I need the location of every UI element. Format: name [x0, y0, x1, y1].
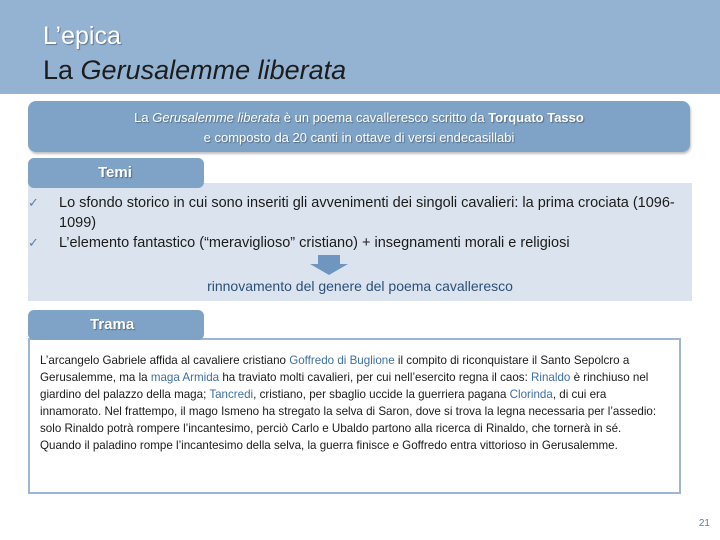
- trama-text-part: Quando il paladino rompe l’incantesimo della selva, la guerra finisce e Goffredo entra vittorioso in Gerusalemme.: [40, 439, 618, 453]
- intro-middle: è un poema cavalleresco scritto da: [280, 110, 489, 125]
- character-clorinda: Clorinda: [509, 388, 553, 402]
- trama-text-part: ha traviato molti cavalieri, per cui nell’esercito regna il caos:: [219, 371, 532, 385]
- intro-box: [28, 101, 690, 152]
- temi-conclusion: rinnovamento del genere del poema cavalleresco: [207, 278, 513, 294]
- slide-header: [0, 0, 720, 94]
- trama-text: [40, 352, 665, 455]
- check-icon: ✓: [28, 235, 39, 250]
- temi-bullet-text: Lo sfondo storico in cui sono inseriti gli avvenimenti dei singoli cavalieri: la prima crociata (1096-1099): [59, 195, 675, 231]
- title-italic: Gerusalemme liberata: [80, 55, 347, 85]
- character-tancredi: Tancredi: [209, 388, 254, 402]
- intro-author: Torquato Tasso: [488, 110, 584, 125]
- trama-section: [28, 338, 681, 494]
- trama-label: Trama: [28, 310, 204, 340]
- page-number: 21: [698, 518, 710, 529]
- temi-label: Temi: [28, 158, 204, 188]
- trama-text-part: , cristiano, per sbaglio uccide la guerriera pagana: [253, 388, 510, 402]
- character-armida: maga Armida: [150, 371, 220, 385]
- trama-text-part: il compito di riconquistare il Santo Sepolcro a Gerusalemme, ma la: [40, 354, 630, 385]
- character-rinaldo: Rinaldo: [531, 371, 571, 385]
- intro-work-title: Gerusalemme liberata: [152, 110, 281, 125]
- intro-line-2: e composto da 20 canti in ottave di versi endecasillabi: [203, 130, 515, 145]
- title-prefix: La: [43, 55, 81, 85]
- check-icon: ✓: [28, 195, 39, 210]
- slide-topic: L’epica: [43, 22, 121, 50]
- slide-title: [43, 53, 346, 87]
- trama-text-part: L’arcangelo Gabriele affida al cavaliere cristiano: [40, 354, 290, 367]
- trama-text-part: , di cui era innamorato. Nel frattempo, il mago Ismeno ha stregato la selva di Saron, dove si trova la legna necessaria per l’assedio: solo Rinaldo potrà rompere l’incantesimo, perciò Carlo e Ubaldo partono alla ricerca di Rinaldo, che tornerà in sé.: [40, 388, 657, 436]
- character-goffredo: Goffredo di Buglione: [289, 354, 395, 367]
- trama-text-part: è rinchiuso nel giardino del palazzo della maga;: [40, 371, 649, 402]
- temi-bullet-text: L’elemento fantastico (“meraviglioso” cristiano) + insegnamenti morali e religiosi: [59, 235, 570, 251]
- intro-line-1: [28, 108, 690, 128]
- intro-prefix: La: [134, 110, 153, 125]
